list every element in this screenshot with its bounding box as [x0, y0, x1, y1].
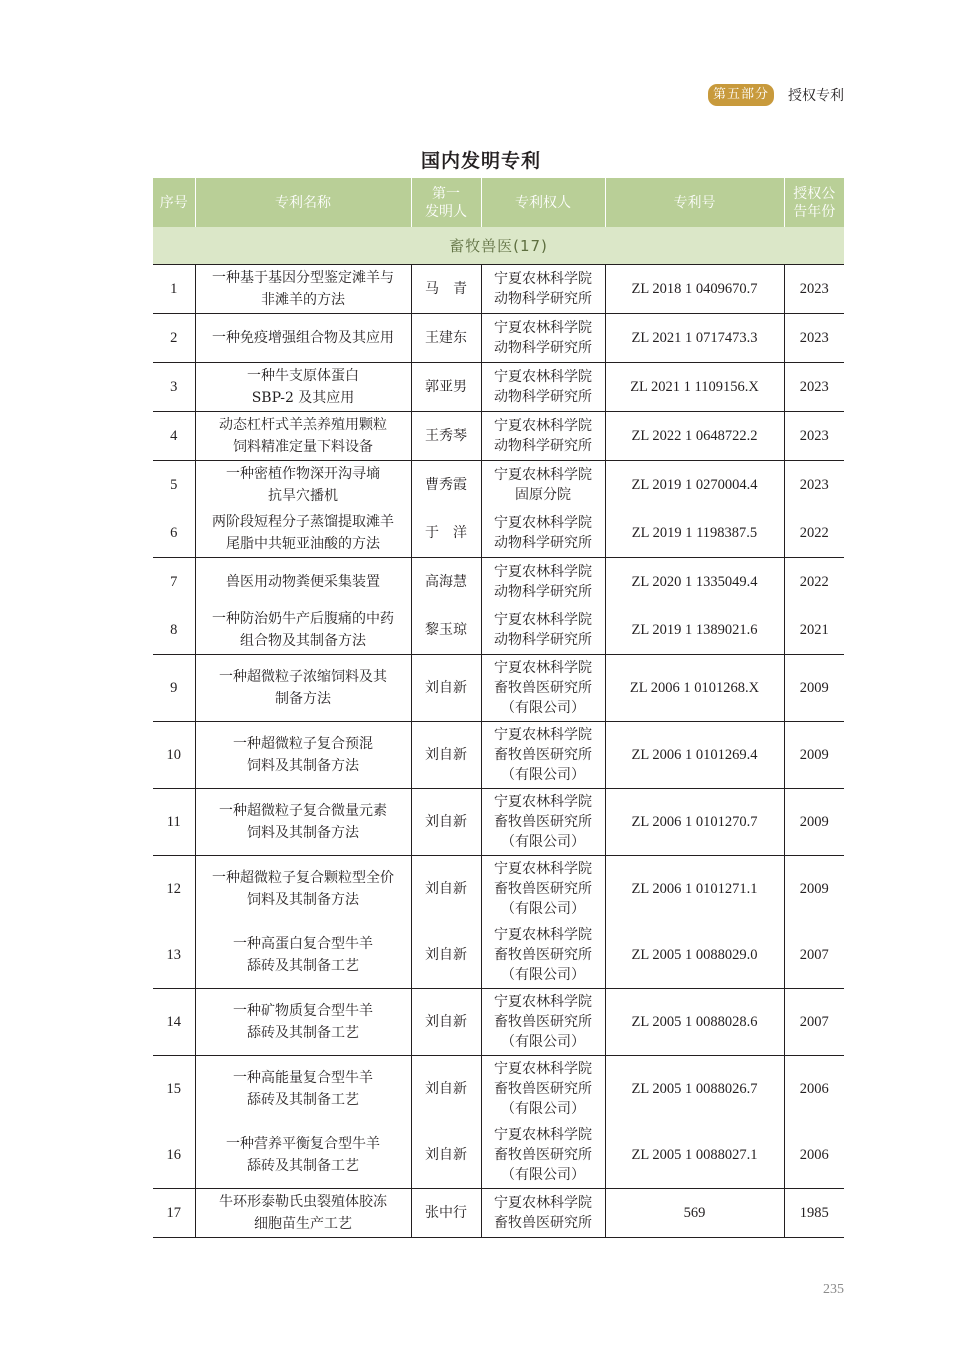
patent-name-cell: 一种高能量复合型牛羊 舔砖及其制备工艺: [195, 1056, 411, 1123]
patentee-cell: 宁夏农林科学院 畜牧兽医研究所 （有限公司）: [481, 1056, 605, 1123]
patent-name-cell: 一种基于基因分型鉴定滩羊与 非滩羊的方法: [195, 265, 411, 314]
table-header-row: [153, 178, 844, 227]
grant-year-cell: 1985: [784, 1189, 844, 1238]
serial-number-cell: 2: [153, 314, 195, 363]
patent-name-cell: 牛环形泰勒氏虫裂殖体胶冻 细胞苗生产工艺: [195, 1189, 411, 1238]
patent-number-cell: ZL 2005 1 0088026.7: [605, 1056, 784, 1123]
table-row: [153, 789, 844, 856]
patentee-cell: 宁夏农林科学院 畜牧兽医研究所 （有限公司）: [481, 989, 605, 1056]
patent-name-cell: 动态杠杆式羊羔养殖用颗粒 饲料精准定量下料设备: [195, 412, 411, 461]
table-row: [153, 509, 844, 558]
patent-name-cell: 一种矿物质复合型牛羊 舔砖及其制备工艺: [195, 989, 411, 1056]
patent-name-cell: 两阶段短程分子蒸馏提取滩羊 尾脂中共轭亚油酸的方法: [195, 509, 411, 558]
serial-number-cell: 3: [153, 363, 195, 412]
table-row: [153, 461, 844, 510]
section-title: 授权专利: [788, 88, 844, 104]
grant-year-cell: 2009: [784, 655, 844, 722]
inventor-cell: 王秀琴: [411, 412, 481, 461]
column-header: 专利名称: [195, 178, 411, 227]
table-row: [153, 412, 844, 461]
patentee-cell: 宁夏农林科学院 动物科学研究所: [481, 509, 605, 558]
patent-name-cell: 一种密植作物深开沟寻墒 抗旱穴播机: [195, 461, 411, 510]
table-row: [153, 558, 844, 607]
inventor-cell: 刘自新: [411, 789, 481, 856]
patent-name-cell: 一种防治奶牛产后腹痛的中药 组合物及其制备方法: [195, 606, 411, 655]
table-row: [153, 722, 844, 789]
patent-number-cell: ZL 2006 1 0101269.4: [605, 722, 784, 789]
patent-number-cell: ZL 2022 1 0648722.2: [605, 412, 784, 461]
grant-year-cell: 2023: [784, 265, 844, 314]
grant-year-cell: 2023: [784, 461, 844, 510]
patentee-cell: 宁夏农林科学院 畜牧兽医研究所 （有限公司）: [481, 789, 605, 856]
patentee-cell: 宁夏农林科学院 畜牧兽医研究所 （有限公司）: [481, 922, 605, 989]
patent-number-cell: ZL 2006 1 0101271.1: [605, 856, 784, 923]
column-header: 专利权人: [481, 178, 605, 227]
inventor-cell: 马 青: [411, 265, 481, 314]
serial-number-cell: 10: [153, 722, 195, 789]
serial-number-cell: 17: [153, 1189, 195, 1238]
serial-number-cell: 12: [153, 856, 195, 923]
serial-number-cell: 6: [170, 525, 178, 541]
serial-number-cell: 15: [153, 1056, 195, 1123]
grant-year-cell: 2007: [784, 922, 844, 989]
table-row: [153, 1122, 844, 1189]
patent-name-cell: 一种高蛋白复合型牛羊 舔砖及其制备工艺: [195, 922, 411, 989]
patentee-cell: 宁夏农林科学院 畜牧兽医研究所 （有限公司）: [481, 722, 605, 789]
inventor-cell: 刘自新: [411, 722, 481, 789]
column-header: 授权公 告年份: [784, 178, 844, 227]
patent-name-cell: 一种超微粒子复合颗粒型全价 饲料及其制备方法: [195, 856, 411, 923]
column-header: 专利号: [605, 178, 784, 227]
grant-year-cell: 2006: [784, 1122, 844, 1189]
serial-number-cell: 9: [153, 655, 195, 722]
patentee-cell: 宁夏农林科学院 动物科学研究所: [481, 363, 605, 412]
patentee-cell: 宁夏农林科学院 动物科学研究所: [481, 412, 605, 461]
patent-name-cell: 一种免疫增强组合物及其应用: [195, 314, 411, 363]
grant-year-cell: 2023: [784, 314, 844, 363]
serial-number-cell: 8: [170, 622, 178, 638]
patent-name-cell: 一种牛支原体蛋白 SBP-2 及其应用: [195, 363, 411, 412]
inventor-cell: 刘自新: [411, 1056, 481, 1123]
patent-name-cell: 一种超微粒子复合预混 饲料及其制备方法: [195, 722, 411, 789]
inventor-cell: 黎玉琼: [411, 606, 481, 655]
grant-year-cell: 2009: [784, 722, 844, 789]
part-badge: 第五部分: [708, 84, 774, 106]
serial-number-cell: 16: [166, 1147, 181, 1163]
inventor-cell: 刘自新: [411, 655, 481, 722]
patentee-cell: 宁夏农林科学院 动物科学研究所: [481, 558, 605, 607]
patentee-cell: 宁夏农林科学院 动物科学研究所: [481, 606, 605, 655]
column-header: 序号: [153, 178, 195, 227]
patent-name-cell: 兽医用动物粪便采集装置: [195, 558, 411, 607]
page-number: 235: [823, 1282, 844, 1297]
patent-name-cell: 一种超微粒子复合微量元素 饲料及其制备方法: [195, 789, 411, 856]
table-row: [153, 1056, 844, 1123]
patent-name-cell: 一种营养平衡复合型牛羊 舔砖及其制备工艺: [195, 1122, 411, 1189]
grant-year-cell: 2023: [784, 363, 844, 412]
patent-number-cell: ZL 2019 1 1389021.6: [605, 606, 784, 655]
patent-number-cell: ZL 2006 1 0101268.X: [605, 655, 784, 722]
patent-table: [153, 178, 844, 1238]
inventor-cell: 王建东: [411, 314, 481, 363]
grant-year-cell: 2006: [784, 1056, 844, 1123]
table-row: [153, 856, 844, 923]
inventor-cell: 刘自新: [411, 989, 481, 1056]
table-row: [153, 989, 844, 1056]
table-row: [153, 922, 844, 989]
table-row: [153, 606, 844, 655]
inventor-cell: 于 洋: [411, 509, 481, 558]
inventor-cell: 张中行: [411, 1189, 481, 1238]
page-title: 国内发明专利: [420, 150, 541, 172]
patent-name-cell: 一种超微粒子浓缩饲料及其 制备方法: [195, 655, 411, 722]
grant-year-cell: 2022: [784, 509, 844, 558]
grant-year-cell: 2021: [784, 606, 844, 655]
category-label: 畜牧兽医(17): [153, 227, 844, 265]
table-row: [153, 314, 844, 363]
grant-year-cell: 2022: [784, 558, 844, 607]
patentee-cell: 宁夏农林科学院 畜牧兽医研究所: [481, 1189, 605, 1238]
serial-number-cell: 14: [153, 989, 195, 1056]
table-row: [153, 363, 844, 412]
serial-number-cell: 7: [153, 558, 195, 607]
serial-number-cell: 4: [153, 412, 195, 461]
grant-year-cell: 2009: [784, 856, 844, 923]
serial-number-cell: 13: [166, 947, 181, 963]
patent-number-cell: ZL 2005 1 0088027.1: [605, 1122, 784, 1189]
grant-year-cell: 2023: [784, 412, 844, 461]
patentee-cell: 宁夏农林科学院 畜牧兽医研究所 （有限公司）: [481, 655, 605, 722]
running-header: [708, 84, 844, 106]
inventor-cell: 刘自新: [411, 922, 481, 989]
table-row: [153, 265, 844, 314]
table-row: [153, 655, 844, 722]
inventor-cell: 郭亚男: [411, 363, 481, 412]
patentee-cell: 宁夏农林科学院 固原分院: [481, 461, 605, 510]
serial-number-cell: 11: [153, 789, 195, 856]
patent-number-cell: ZL 2005 1 0088029.0: [605, 922, 784, 989]
patent-number-cell: ZL 2018 1 0409670.7: [605, 265, 784, 314]
patentee-cell: 宁夏农林科学院 畜牧兽医研究所 （有限公司）: [481, 856, 605, 923]
patent-number-cell: ZL 2019 1 0270004.4: [605, 461, 784, 510]
patentee-cell: 宁夏农林科学院 动物科学研究所: [481, 314, 605, 363]
category-row: [153, 227, 844, 265]
inventor-cell: 刘自新: [411, 1122, 481, 1189]
patent-number-cell: ZL 2019 1 1198387.5: [605, 509, 784, 558]
inventor-cell: 曹秀霞: [411, 461, 481, 510]
patent-number-cell: ZL 2005 1 0088028.6: [605, 989, 784, 1056]
inventor-cell: 高海慧: [411, 558, 481, 607]
serial-number-cell: 1: [153, 265, 195, 314]
patentee-cell: 宁夏农林科学院 动物科学研究所: [481, 265, 605, 314]
table-row: [153, 1189, 844, 1238]
column-header: 第一 发明人: [411, 178, 481, 227]
grant-year-cell: 2007: [784, 989, 844, 1056]
serial-number-cell: 5: [153, 461, 195, 510]
grant-year-cell: 2009: [784, 789, 844, 856]
patent-number-cell: ZL 2006 1 0101270.7: [605, 789, 784, 856]
patent-number-cell: 569: [605, 1189, 784, 1238]
patentee-cell: 宁夏农林科学院 畜牧兽医研究所 （有限公司）: [481, 1122, 605, 1189]
patent-number-cell: ZL 2021 1 0717473.3: [605, 314, 784, 363]
patent-number-cell: ZL 2021 1 1109156.X: [605, 363, 784, 412]
inventor-cell: 刘自新: [411, 856, 481, 923]
patent-number-cell: ZL 2020 1 1335049.4: [605, 558, 784, 607]
